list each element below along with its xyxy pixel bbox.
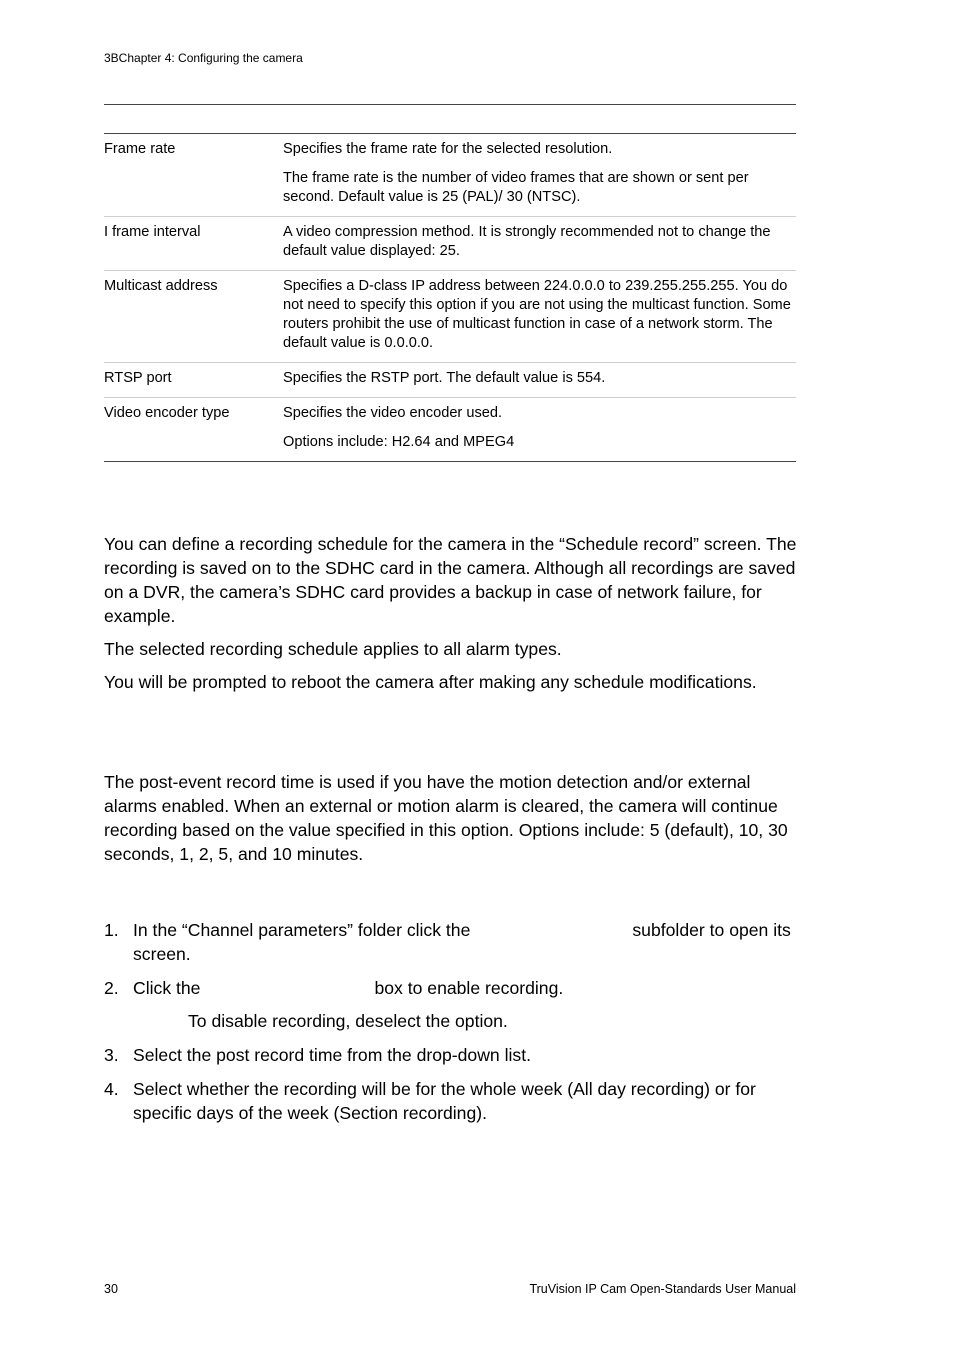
paragraph: The post-event record time is used if you have the motion detection and/or external alarms enabled. When an external or motion alarm is cleared, the camera will continue recording based on the value specified in this option. Options include: 5 (default), 10, 30 seconds, 1, 2, 5, and 10 minutes.	[104, 772, 788, 864]
step-number: 3.	[104, 1045, 119, 1065]
step-text: Click the	[133, 978, 201, 998]
description-text: Specifies the video encoder used.	[283, 405, 503, 421]
param-name: Multicast address	[104, 271, 283, 363]
step-text: Select whether the recording will be for the whole week (All day recording) or for specific days of the week (Section recording).	[133, 1079, 756, 1123]
description-text: The frame rate is the number of video frames that are shown or sent per second. Default value is 25 (PAL)/ 30 (NTSC).	[283, 170, 749, 205]
description-text: Specifies a D-class IP address between 224.0.0.0 to 239.255.255.255. You do not need to specify this option if you are not using the multicast function. Some routers prohibit the use of multicast function in case of a network storm. The default value is 0.0.0.0.	[283, 278, 791, 351]
page-number: 30	[104, 1282, 118, 1296]
description-text: Options include: H2.64 and MPEG4	[283, 434, 515, 450]
step-number: 4.	[104, 1079, 119, 1099]
param-description	[283, 134, 796, 217]
procedure-steps	[104, 918, 804, 1135]
table-row	[104, 363, 796, 398]
param-name: Frame rate	[104, 134, 283, 217]
param-description	[283, 217, 796, 271]
step-text: subfolder to open its screen.	[133, 920, 791, 964]
paragraph: You will be prompted to reboot the camera after making any schedule modifications.	[104, 672, 757, 692]
step-text: box to enable recording.	[374, 978, 564, 998]
table-row	[104, 134, 796, 217]
running-header: 3BChapter 4: Configuring the camera	[104, 51, 303, 65]
param-name: I frame interval	[104, 217, 283, 271]
schedule-section	[104, 532, 804, 703]
table-row	[104, 217, 796, 271]
description-text: A video compression method. It is strongly recommended not to change the default value displayed: 25.	[283, 224, 771, 259]
table-row	[104, 398, 796, 462]
param-name: Video encoder type	[104, 398, 283, 462]
parameters-table	[104, 133, 796, 462]
step-number: 1.	[104, 920, 119, 940]
step-text: Select the post record time from the drop-down list.	[133, 1045, 531, 1065]
table-row	[104, 271, 796, 363]
step-number: 2.	[104, 978, 119, 998]
step-text: In the “Channel parameters” folder click the	[133, 920, 471, 940]
paragraph: The selected recording schedule applies to all alarm types.	[104, 639, 562, 659]
paragraph: You can define a recording schedule for the camera in the “Schedule record” screen. The recording is saved on to the SDHC card in the camera. Although all recordings are saved on a DVR, the camera’s SDHC card provides a backup in case of network failure, for example.	[104, 534, 797, 626]
description-text: Specifies the frame rate for the selected resolution.	[283, 141, 613, 157]
step-item	[104, 976, 804, 1033]
param-description	[283, 398, 796, 462]
step-item	[104, 918, 804, 966]
param-description	[283, 271, 796, 363]
param-description	[283, 363, 796, 398]
header-divider	[104, 104, 796, 105]
manual-title: TruVision IP Cam Open-Standards User Manual	[529, 1282, 796, 1296]
step-item	[104, 1077, 804, 1125]
post-event-section	[104, 770, 804, 875]
description-text: Specifies the RSTP port. The default value is 554.	[283, 370, 606, 386]
step-item	[104, 1043, 804, 1067]
param-name: RTSP port	[104, 363, 283, 398]
step-note: To disable recording, deselect the option.	[188, 1011, 508, 1031]
